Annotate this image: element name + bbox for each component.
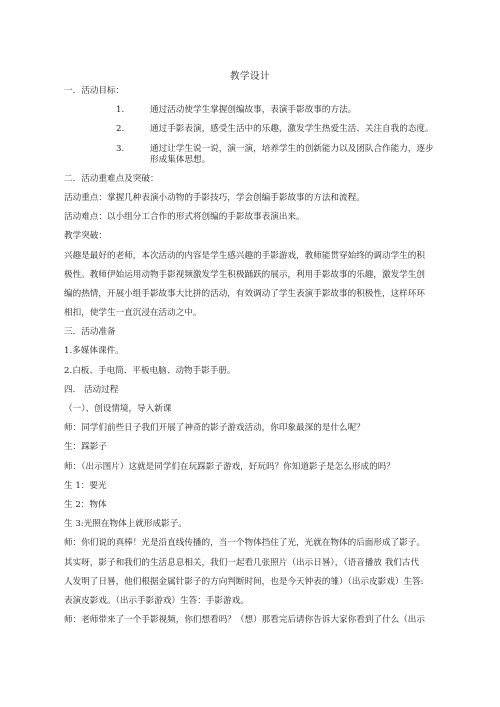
goal-number: 3. xyxy=(116,143,125,154)
dialogue-line: 生 2：物体 xyxy=(64,499,107,510)
dialogue-line: 师：同学们前些日子我们开展了神奇的影子游戏活动，你印象最深的是什么呢？ xyxy=(64,423,365,434)
section-heading-preparation: 三．活动准备 xyxy=(64,327,116,338)
focus-key-point: 活动重点：掌握几种表演小动物的手影技巧，学会创编手影故事的方法和流程。 xyxy=(64,192,365,203)
preparation-item: 1.多媒体课件。 xyxy=(64,346,124,357)
goal-text: 通过手影表演，感受生活中的乐趣，激发学生热爱生活、关注自我的态度。 xyxy=(150,124,434,135)
dialogue-line: 表演皮影戏。（出示手影游戏）生答：手影游戏。 xyxy=(64,595,249,606)
paragraph-line: 极性。教师伊始运用动物手影视频激发学生积极踊跃的展示，利用手影故事的乐趣，激发学生创 xyxy=(64,269,425,280)
goal-text: 通过让学生说一说，演一演，培养学生的创新能力以及团队合作能力，逐步形成集体思想。 xyxy=(150,143,434,165)
dialogue-line: 生 1：要光 xyxy=(64,480,107,491)
dialogue-line: 人发明了日晷，他们根据金属针影子的方向判断时间，也是今天钟表的雏）（出示皮影戏）生答: xyxy=(64,576,424,587)
goal-number: 2. xyxy=(116,124,125,135)
dialogue-line: 生：踩影子 xyxy=(64,442,107,453)
goals-list xyxy=(64,105,436,165)
goal-number: 1. xyxy=(116,105,125,116)
dialogue-line: 其实呀，影子和我们的生活息息相关，我们一起看几张照片（出示日晷），（语音播放 我们古代 xyxy=(64,557,420,568)
dialogue-line: 生 3:光照在物体上就形成影子。 xyxy=(64,519,187,530)
section-heading-process: 四． 活动过程 xyxy=(64,384,119,395)
paragraph-line: 兴趣是最好的老师，本次活动的内容是学生感兴趣的手影游戏，教师能贯穿始终的调动学生的积 xyxy=(64,250,425,261)
section-heading-goals: 一．活动目标： xyxy=(64,86,125,96)
goal-item xyxy=(116,144,436,166)
goal-item xyxy=(116,105,436,116)
document-body xyxy=(64,86,436,634)
goal-text: 通过活动使学生掌握创编故事，表演手影故事的方法。 xyxy=(150,105,357,116)
document-title: 教学设计 xyxy=(229,71,270,82)
dialogue-line: 师：老师带来了一个手影视频，你们想看吗？（想）那看完后请你告诉大家你看到了什么（出示 xyxy=(64,615,425,626)
breakthrough-label: 教学突破： xyxy=(64,231,107,242)
preparation-item: 2.白板、手电筒、平板电脑、动物手影手册。 xyxy=(64,365,236,376)
subsection-heading: （一）、创设情境，导入新课 xyxy=(64,404,172,414)
paragraph-line: 编的热情，开展小组手影故事大比拼的活动，有效调动了学生表演手影故事的积极性，这样环环 xyxy=(64,288,425,299)
paragraph-line: 相扣，使学生一直沉浸在活动之中。 xyxy=(64,308,202,319)
dialogue-line: 师：你们说的真棒！光是沿直线传播的，当一个物体挡住了光，光就在物体的后面形成了影子。 xyxy=(64,538,425,549)
section-heading-focus: 二．活动重难点及突破： xyxy=(64,173,159,184)
focus-difficulty: 活动难点：以小组分工合作的形式将创编的手影故事表演出来。 xyxy=(64,212,305,223)
dialogue-line: 师：（出示图片）这就是同学们在玩踩影子游戏，好玩吗？你知道影子是怎么形成的吗？ xyxy=(64,461,395,472)
goal-item xyxy=(116,124,436,135)
